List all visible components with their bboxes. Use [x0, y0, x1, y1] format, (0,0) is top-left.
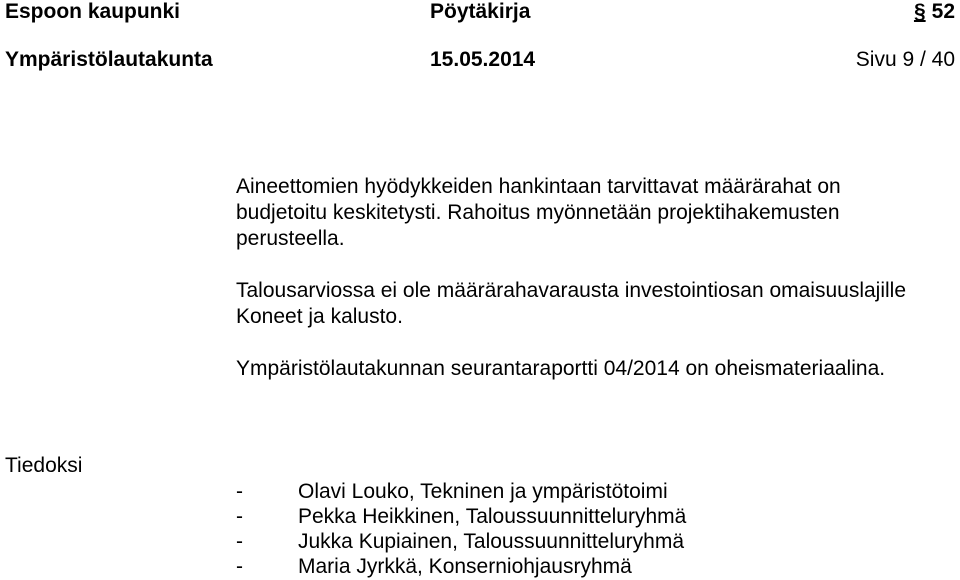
header-row-top — [0, 0, 960, 24]
section-number: 52 — [931, 0, 955, 23]
recipient-name: Olavi Louko, Tekninen ja ympäristötoimi — [298, 480, 668, 503]
paragraph-line: perusteella. — [236, 227, 345, 250]
distribution-list — [236, 479, 936, 579]
list-item — [236, 554, 936, 579]
paragraph-funding — [236, 174, 841, 252]
list-item — [236, 479, 936, 504]
paragraph-report — [236, 356, 885, 382]
list-bullet: - — [236, 480, 243, 503]
committee-name: Ympäristölautakunta — [5, 48, 213, 71]
paragraph-line: Talousarviossa ei ole määrärahavarausta investointiosan omaisuuslajille — [236, 279, 907, 302]
list-bullet: - — [236, 530, 243, 553]
paragraph-line: budjetoitu keskitetysti. Rahoitus myönnetään projektihakemusten — [236, 201, 840, 224]
recipient-name: Pekka Heikkinen, Taloussuunnitteluryhmä — [298, 505, 687, 528]
paragraph-line: Koneet ja kalusto. — [236, 305, 403, 328]
distribution-label: Tiedoksi — [5, 454, 83, 477]
document-type: Pöytäkirja — [430, 0, 531, 23]
recipient-name: Maria Jyrkkä, Konserniohjausryhmä — [298, 555, 632, 578]
list-bullet: - — [236, 555, 243, 578]
meeting-date: 15.05.2014 — [430, 48, 536, 71]
page-number: Sivu 9 / 40 — [855, 48, 955, 71]
section-symbol: § — [913, 0, 926, 23]
organization-name: Espoon kaupunki — [5, 0, 181, 23]
list-item — [236, 504, 936, 529]
paragraph-budget — [236, 278, 906, 330]
list-bullet: - — [236, 505, 243, 528]
paragraph-line: Ympäristölautakunnan seurantaraportti 04/2014 on oheismateriaalina. — [236, 357, 886, 380]
section-reference — [914, 0, 955, 24]
list-item — [236, 529, 936, 554]
header-row-bottom — [0, 48, 960, 72]
paragraph-line: Aineettomien hyödykkeiden hankintaan tarvittavat määrärahat on — [236, 175, 841, 198]
recipient-name: Jukka Kupiainen, Taloussuunnitteluryhmä — [298, 530, 685, 553]
